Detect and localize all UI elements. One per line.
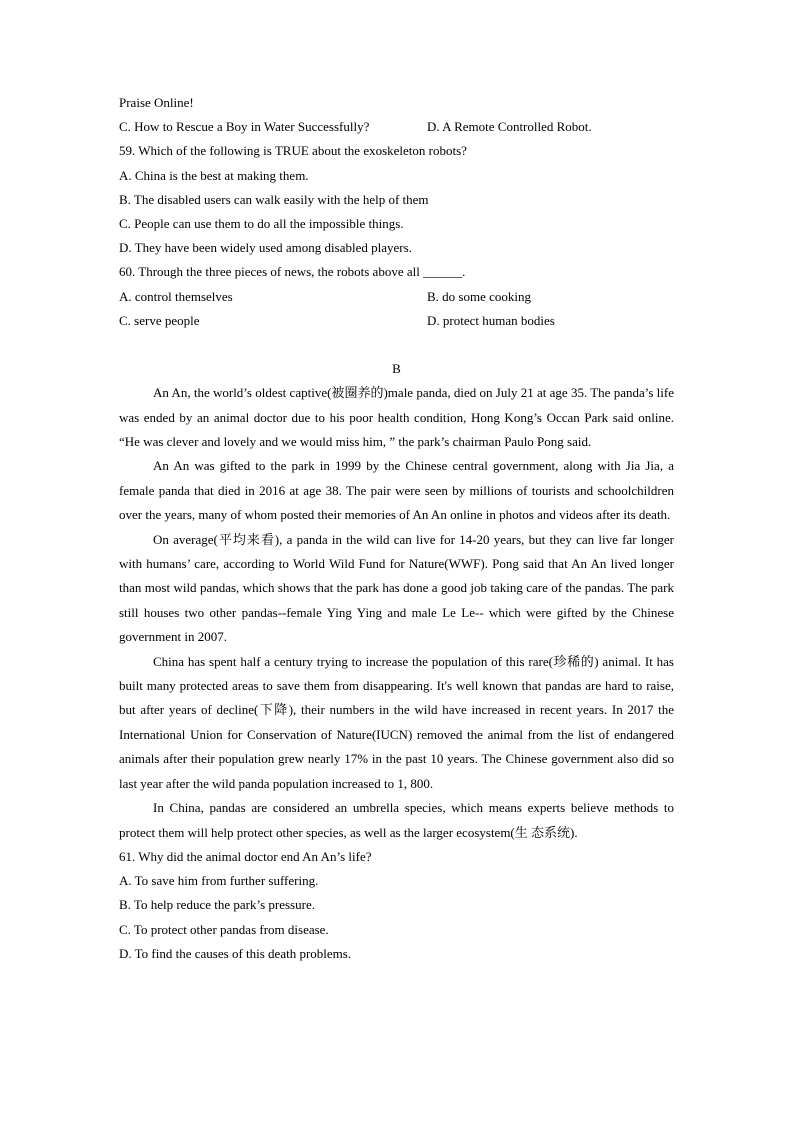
- passage-paragraph-5: In China, pandas are considered an umbrella species, which means experts believe methods to protect them will help protect other species, as well as the larger ecosystem(生 态系统).: [119, 800, 674, 840]
- q59-option-b: B. The disabled users can walk easily with the help of them: [119, 191, 429, 207]
- q60-option-a: A. control themselves: [119, 288, 233, 304]
- q61-option-a: A. To save him from further suffering.: [119, 873, 319, 889]
- q60-option-b: B. do some cooking: [427, 288, 531, 304]
- passage-paragraph-4: China has spent half a century trying to increase the population of this rare(珍稀的) animal. It has built many protected areas to save them from disappearing. It's well known that pandas are hard to raise, but after years of decline(下降), their numbers in the wild have increased in recent years. In 2017 the International Union for Conservation of Nature(IUCN) removed the animal from the list of endangered animals after their population grew nearly 17% in the past 10 years. The Chinese government also did so last year after the wild panda population increased to 1, 800.: [119, 653, 674, 791]
- passage-paragraph-3: On average(平均来看), a panda in the wild can live for 14-20 years, but they can live far longer with humans’ care, according to World Wild Fund for Nature(WWF). Pong said that An An lived longer than most wild pandas, which shows that the park has done a good job taking care of the pandas. The park still houses two other pandas--female Ying Ying and male Le Le-- which were gifted by the Chinese government in 2007.: [119, 531, 674, 645]
- q60-options-row-2: [119, 309, 674, 333]
- q58-option-d: D. A Remote Controlled Robot.: [427, 119, 592, 135]
- q60-option-c: C. serve people: [119, 312, 200, 328]
- q61-stem: 61. Why did the animal doctor end An An’s life?: [119, 848, 372, 864]
- worksheet-page: [119, 91, 674, 966]
- q61-option-c: C. To protect other pandas from disease.: [119, 921, 329, 937]
- q60-option-d: D. protect human bodies: [427, 312, 555, 328]
- q60-options-row-1: [119, 285, 674, 309]
- praise-online-line: Praise Online!: [119, 95, 194, 110]
- q59-stem: 59. Which of the following is TRUE about the exoskeleton robots?: [119, 143, 467, 159]
- section-b-heading: B: [392, 360, 401, 376]
- q59-option-d: D. They have been widely used among disabled players.: [119, 240, 412, 256]
- q59-option-a: A. China is the best at making them.: [119, 167, 309, 183]
- q58-option-c: C. How to Rescue a Boy in Water Successfully?: [119, 119, 370, 135]
- q61-option-d: D. To find the causes of this death problems.: [119, 945, 352, 961]
- q60-stem: 60. Through the three pieces of news, the robots above all ______.: [119, 264, 466, 280]
- passage-paragraph-1: An An, the world’s oldest captive(被圈养的)male panda, died on July 21 at age 35. The panda’s life was ended by an animal doctor due to his poor health condition, Hong Kong’s Occan Park said online. “He was clever and lovely and we would miss him, ” the park’s chairman Paulo Pong said.: [119, 385, 674, 449]
- q58-options-row: [119, 115, 674, 139]
- q59-option-c: C. People can use them to do all the impossible things.: [119, 216, 404, 231]
- q61-option-b: B. To help reduce the park’s pressure.: [119, 897, 315, 913]
- passage-paragraph-2: An An was gifted to the park in 1999 by the Chinese central government, along with Jia Jia, a female panda that died in 2016 at age 38. The pair were seen by millions of tourists and schoolchildren over the years, many of whom posted their memories of An An online in photos and videos after its death.: [119, 458, 674, 523]
